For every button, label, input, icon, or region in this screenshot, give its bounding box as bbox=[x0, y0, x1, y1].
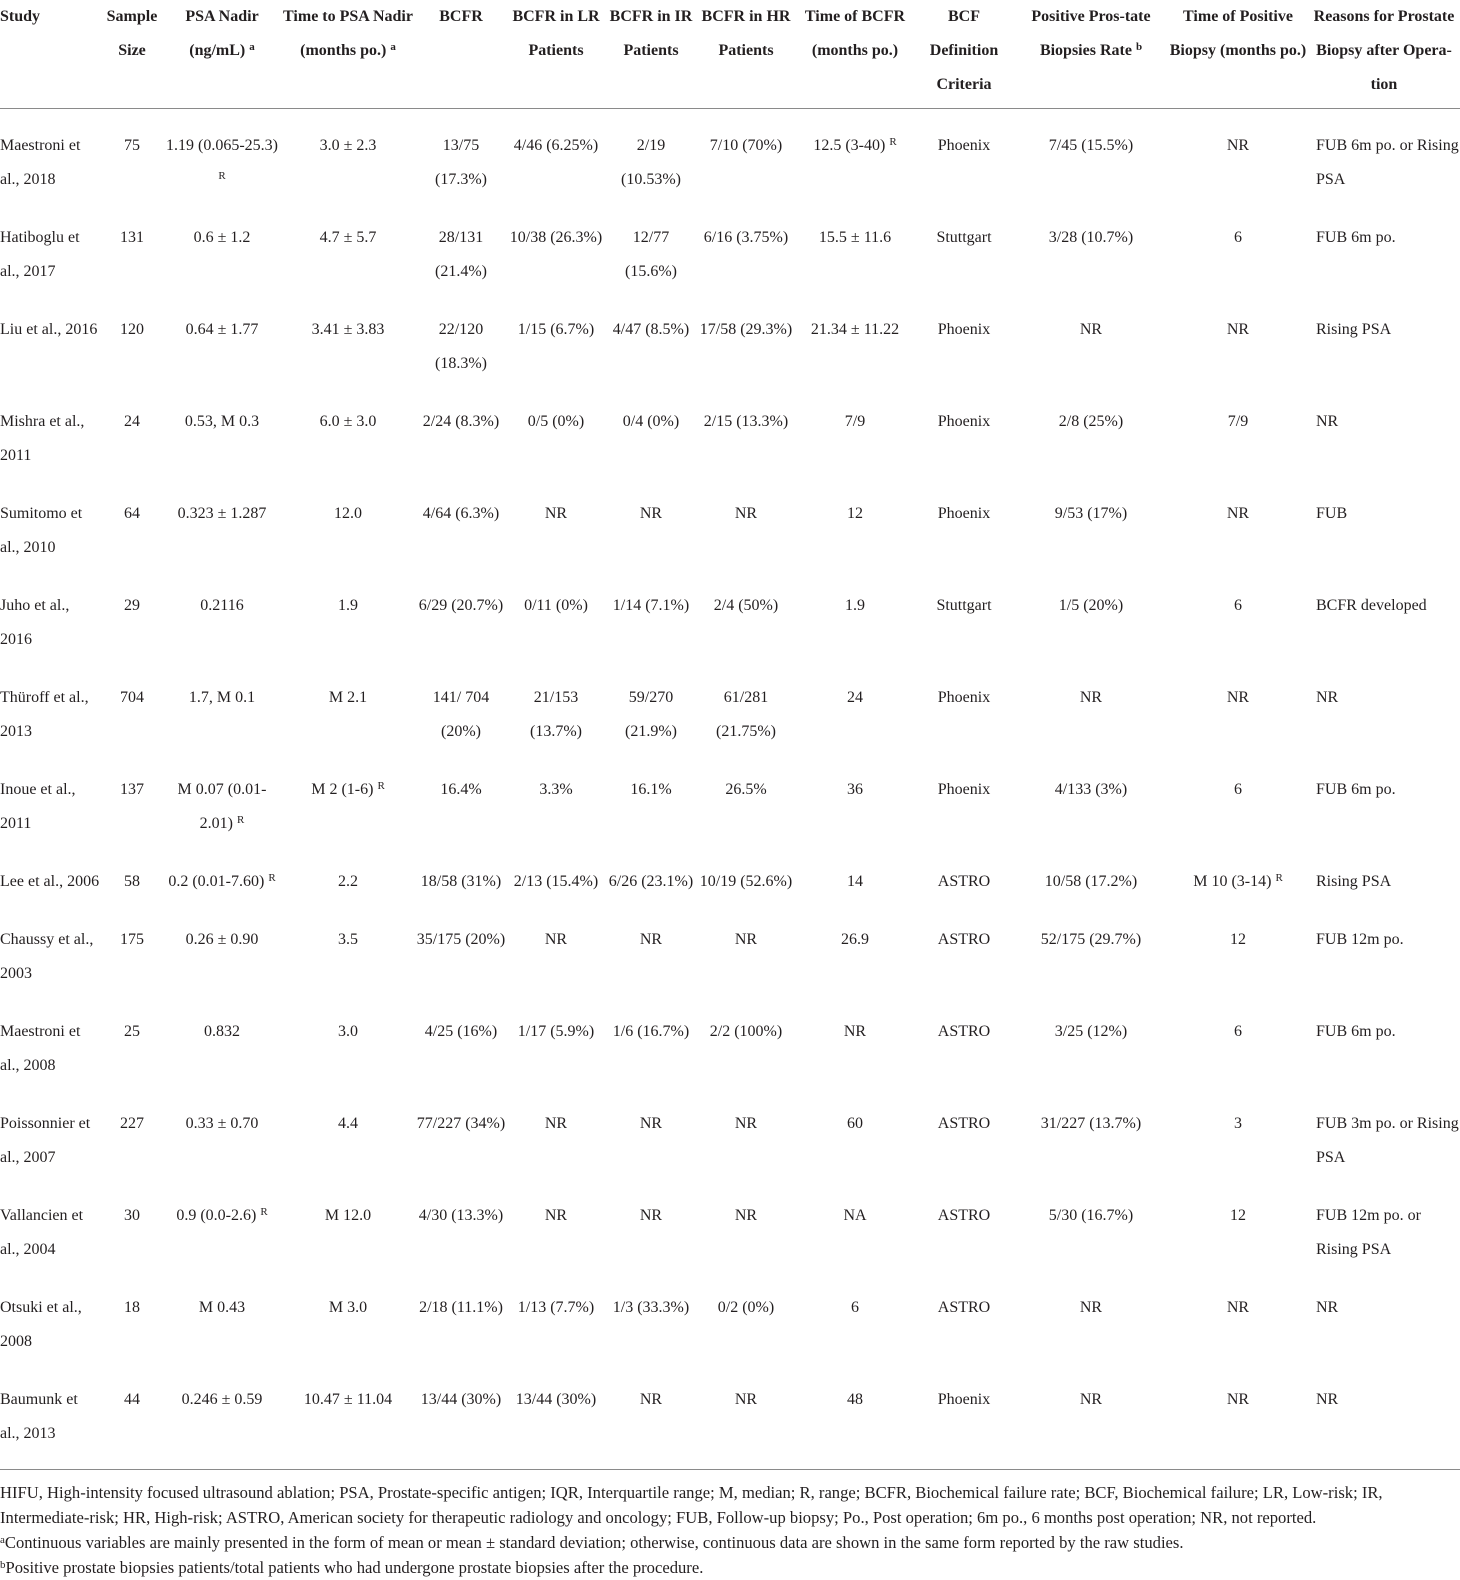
cell-time-to-nadir: 3.0 ± 2.3 bbox=[319, 136, 377, 154]
cell-bcf-definition: Phoenix bbox=[937, 412, 991, 430]
cell-psa-nadir: 0.832 bbox=[204, 1022, 240, 1040]
cell-sample-size: 704 bbox=[120, 688, 144, 706]
cell-time-positive-biopsy: 6 bbox=[1234, 228, 1242, 246]
cell-time-positive-biopsy: 6 bbox=[1234, 596, 1242, 614]
cell-study: Lee et al., 2006 bbox=[0, 872, 100, 890]
cell-bcf-definition: ASTRO bbox=[937, 930, 991, 948]
cell-bcfr-ir: NR bbox=[639, 1114, 663, 1132]
cell-time-of-bcfr: 21.34 ± 11.22 bbox=[810, 320, 900, 338]
cell-bcfr: 77/227 (34%) bbox=[416, 1114, 506, 1132]
header-time-of-bcfr: Time of BCFR (months po.) bbox=[796, 0, 914, 108]
cell-positive-biopsy-rate: 5/30 (16.7%) bbox=[1048, 1206, 1134, 1224]
cell-reason: NR bbox=[1316, 1298, 1339, 1316]
cell-positive-biopsy-rate: 3/28 (10.7%) bbox=[1048, 228, 1134, 246]
cell-time-positive-biopsy: 7/9 bbox=[1227, 412, 1249, 430]
table-row bbox=[0, 1179, 1460, 1271]
cell-bcfr-lr: NR bbox=[544, 504, 568, 522]
header-bcf-definition: BCF Definition Criteria bbox=[914, 0, 1014, 108]
cell-bcfr-hr: NR bbox=[734, 930, 758, 948]
cell-time-of-bcfr: 12 bbox=[847, 504, 863, 522]
cell-bcfr: 13/75 (17.3%) bbox=[435, 136, 487, 188]
range-marker: R bbox=[236, 813, 245, 826]
cell-bcfr-ir: 59/270 (21.9%) bbox=[625, 688, 677, 740]
cell-bcf-definition: Phoenix bbox=[937, 320, 991, 338]
cell-bcfr: 2/18 (11.1%) bbox=[419, 1298, 503, 1316]
cell-time-of-bcfr: 26.9 bbox=[841, 930, 869, 948]
table-row bbox=[0, 661, 1460, 753]
cell-time-positive-biopsy: NR bbox=[1226, 320, 1250, 338]
header-study: Study bbox=[0, 0, 100, 108]
cell-study: Chaussy et al., 2003 bbox=[0, 930, 94, 982]
cell-bcfr: 13/44 (30%) bbox=[416, 1363, 506, 1470]
cell-psa-nadir: 0.246 ± 0.59 bbox=[164, 1363, 280, 1470]
cell-bcfr-lr: 1/17 (5.9%) bbox=[517, 1022, 595, 1040]
cell-time-to-nadir: 1.9 bbox=[338, 596, 358, 614]
cell-time-of-bcfr: 14 bbox=[847, 872, 863, 890]
cell-positive-biopsy-rate: 31/227 (13.7%) bbox=[1040, 1114, 1142, 1132]
cell-bcf-definition: Phoenix bbox=[914, 1363, 1014, 1470]
cell-study: Mishra et al., 2011 bbox=[0, 412, 85, 464]
cell-time-to-nadir: 4.7 ± 5.7 bbox=[319, 228, 377, 246]
cell-time-positive-biopsy: M 10 (3-14) $^R$ bbox=[1193, 871, 1283, 890]
cell-time-to-nadir: M 2.1 bbox=[328, 688, 368, 706]
cell-bcfr-lr: NR bbox=[544, 1114, 568, 1132]
cell-bcf-definition: ASTRO bbox=[937, 1022, 991, 1040]
header-sample-size: Sample Size bbox=[100, 0, 164, 108]
cell-positive-biopsy-rate: NR bbox=[1079, 320, 1103, 338]
cell-sample-size: 30 bbox=[124, 1206, 140, 1224]
cell-bcfr: 28/131 (21.4%) bbox=[435, 228, 487, 280]
cell-time-of-bcfr: 12.5 (3-40) $^R$ bbox=[813, 135, 897, 154]
cell-time-positive-biopsy: 12 bbox=[1230, 1206, 1246, 1224]
cell-bcfr-hr: 61/281 (21.75%) bbox=[716, 688, 776, 740]
cell-bcfr-lr: 1/13 (7.7%) bbox=[517, 1298, 595, 1316]
cell-time-of-bcfr: 1.9 bbox=[845, 596, 865, 614]
cell-bcfr: 4/30 (13.3%) bbox=[418, 1206, 504, 1224]
cell-sample-size: 227 bbox=[120, 1114, 144, 1132]
cell-study: Poissonnier et al., 2007 bbox=[0, 1114, 91, 1166]
cell-bcfr-ir: 6/26 (23.1%) bbox=[608, 872, 694, 890]
cell-sample-size: 58 bbox=[124, 872, 140, 890]
cell-study: Otsuki et al., 2008 bbox=[0, 1298, 82, 1350]
cell-study: Sumitomo et al., 2010 bbox=[0, 504, 83, 556]
table-row bbox=[0, 1271, 1460, 1363]
cell-time-to-nadir: 4.4 bbox=[338, 1114, 358, 1132]
cell-bcf-definition: ASTRO bbox=[937, 1298, 991, 1316]
cell-time-positive-biopsy: NR bbox=[1226, 1298, 1250, 1316]
header-row bbox=[0, 0, 1460, 108]
range-marker: R bbox=[377, 779, 385, 792]
cell-time-positive-biopsy: NR bbox=[1226, 688, 1250, 706]
cell-time-to-nadir: 3.0 bbox=[338, 1022, 358, 1040]
cell-time-to-nadir: 12.0 bbox=[334, 504, 362, 522]
cell-bcfr-hr: NR bbox=[734, 504, 758, 522]
cell-study: Liu et al., 2016 bbox=[0, 320, 98, 338]
cell-psa-nadir: 1.7, M 0.1 bbox=[188, 688, 256, 706]
range-marker: R bbox=[268, 871, 276, 884]
cell-bcfr-lr: 21/153 (13.7%) bbox=[530, 688, 582, 740]
cell-bcfr-lr: NR bbox=[544, 930, 568, 948]
cell-time-of-bcfr: 7/9 bbox=[844, 412, 866, 430]
cell-bcfr-lr: 4/46 (6.25%) bbox=[513, 136, 599, 154]
cell-time-to-nadir: 3.5 bbox=[338, 930, 358, 948]
cell-positive-biopsy-rate: 9/53 (17%) bbox=[1054, 504, 1128, 522]
header-positive-biopsy-rate: Positive Pros-tate Biopsies Rate $^b$ bbox=[1014, 0, 1168, 108]
table-row bbox=[0, 477, 1460, 569]
cell-time-positive-biopsy: 6 bbox=[1234, 780, 1242, 798]
cell-bcfr-hr: 17/58 (29.3%) bbox=[699, 320, 793, 338]
header-bcfr-hr: BCFR in HR Patients bbox=[696, 0, 796, 108]
table-body bbox=[0, 108, 1460, 1469]
cell-bcfr-hr: NR bbox=[696, 1363, 796, 1470]
cell-bcf-definition: Phoenix bbox=[937, 136, 991, 154]
table-row bbox=[0, 1363, 1460, 1470]
footnote-abbreviations: HIFU, High-intensity focused ultrasound ablation; PSA, Prostate-specific antigen; IQR, Interquartile range; M, median; R, range; BCFR, Biochemical failure rate; BCF, Biochemical failure; LR, Low-risk; IR, Intermediate-risk; HR, High-risk; ASTRO, American society for therapeutic radiology and oncology; FUB, Follow-up biopsy; Po., Post operation; 6m po., 6 months post operation; NR, not reported. bbox=[0, 1482, 1383, 1527]
cell-bcf-definition: Stuttgart bbox=[936, 228, 992, 246]
cell-sample-size: 120 bbox=[120, 320, 144, 338]
cell-bcf-definition: Phoenix bbox=[937, 780, 991, 798]
cell-positive-biopsy-rate: 1/5 (20%) bbox=[1058, 596, 1124, 614]
cell-time-to-nadir: M 12.0 bbox=[324, 1206, 372, 1224]
footnote-a-text: Continuous variables are mainly presented in the form of mean or mean ± standard deviation; otherwise, continuous data are shown in the same form reported by the raw studies. bbox=[4, 1532, 1184, 1552]
range-marker: R bbox=[260, 1205, 268, 1218]
cell-reason: FUB 12m po. bbox=[1316, 930, 1404, 948]
cell-bcfr: 35/175 (20%) bbox=[416, 930, 506, 948]
cell-psa-nadir: 0.9 (0.0-2.6) $^R$ bbox=[176, 1205, 268, 1224]
table-row bbox=[0, 293, 1460, 385]
range-marker: R bbox=[1275, 871, 1283, 884]
cell-bcfr: 2/24 (8.3%) bbox=[422, 412, 500, 430]
cell-reason: FUB 6m po. or Rising PSA bbox=[1316, 136, 1459, 188]
cell-positive-biopsy-rate: 7/45 (15.5%) bbox=[1048, 136, 1134, 154]
footnote-a bbox=[0, 1530, 1458, 1555]
cell-positive-biopsy-rate: NR bbox=[1014, 1363, 1168, 1470]
header-bcfr-ir: BCFR in IR Patients bbox=[606, 0, 696, 108]
cell-time-of-bcfr: 15.5 ± 11.6 bbox=[818, 228, 892, 246]
cell-sample-size: 175 bbox=[120, 930, 144, 948]
cell-psa-nadir: 0.26 ± 0.90 bbox=[185, 930, 259, 948]
cell-study: Thüroff et al., 2013 bbox=[0, 688, 89, 740]
cell-time-positive-biopsy: NR bbox=[1168, 1363, 1308, 1470]
cell-time-of-bcfr: 24 bbox=[847, 688, 863, 706]
cell-bcfr: 22/120 (18.3%) bbox=[435, 320, 487, 372]
cell-bcfr-hr: NR bbox=[734, 1114, 758, 1132]
cell-time-positive-biopsy: 12 bbox=[1230, 930, 1246, 948]
table-row bbox=[0, 753, 1460, 845]
header-time-positive-biopsy: Time of Positive Biopsy (months po.) bbox=[1168, 0, 1308, 108]
cell-sample-size: 29 bbox=[124, 596, 140, 614]
cell-bcf-definition: Stuttgart bbox=[936, 596, 992, 614]
cell-study: Hatiboglu et al., 2017 bbox=[0, 228, 80, 280]
cell-reason: Rising PSA bbox=[1316, 320, 1392, 338]
cell-positive-biopsy-rate: NR bbox=[1079, 1298, 1103, 1316]
cell-study: Baumunk et al., 2013 bbox=[0, 1363, 100, 1470]
cell-sample-size: 75 bbox=[124, 136, 140, 154]
table-row bbox=[0, 569, 1460, 661]
cell-psa-nadir: M 0.07 (0.01-2.01) $^R$ bbox=[177, 780, 267, 832]
header-psa-nadir: PSA Nadir (ng/mL) $^a$ bbox=[164, 0, 280, 108]
cell-positive-biopsy-rate: 4/133 (3%) bbox=[1054, 780, 1128, 798]
cell-positive-biopsy-rate: 2/8 (25%) bbox=[1058, 412, 1124, 430]
cell-time-positive-biopsy: 3 bbox=[1234, 1114, 1242, 1132]
cell-time-positive-biopsy: NR bbox=[1226, 504, 1250, 522]
header-reasons: Reasons for Prostate Biopsy after Opera-tion bbox=[1308, 0, 1460, 108]
cell-reason: NR bbox=[1316, 688, 1339, 706]
cell-time-to-nadir: 6.0 ± 3.0 bbox=[319, 412, 377, 430]
footnote-b bbox=[0, 1555, 1458, 1580]
cell-psa-nadir: 0.323 ± 1.287 bbox=[177, 504, 267, 522]
cell-bcfr: 4/64 (6.3%) bbox=[422, 504, 500, 522]
cell-study: Maestroni et al., 2008 bbox=[0, 1022, 81, 1074]
table-row bbox=[0, 995, 1460, 1087]
cell-bcfr-ir: NR bbox=[639, 504, 663, 522]
cell-reason: BCFR developed bbox=[1316, 596, 1427, 614]
cell-reason: FUB 12m po. or Rising PSA bbox=[1316, 1206, 1421, 1258]
cell-bcf-definition: ASTRO bbox=[937, 1206, 991, 1224]
cell-reason: FUB 3m po. or Rising PSA bbox=[1316, 1114, 1459, 1166]
cell-psa-nadir: 0.33 ± 0.70 bbox=[185, 1114, 259, 1132]
cell-psa-nadir: 0.6 ± 1.2 bbox=[193, 228, 251, 246]
cell-time-to-nadir: M 3.0 bbox=[328, 1298, 368, 1316]
cell-psa-nadir: 1.19 (0.065-25.3) $^R$ bbox=[166, 136, 278, 182]
cell-bcfr-ir: 4/47 (8.5%) bbox=[612, 320, 690, 338]
cell-bcfr-ir: NR bbox=[606, 1363, 696, 1470]
cell-bcfr-lr: 3.3% bbox=[539, 780, 573, 798]
cell-study: Vallancien et al., 2004 bbox=[0, 1206, 84, 1258]
cell-time-to-nadir: M 2 (1-6) $^R$ bbox=[311, 779, 385, 798]
table-row bbox=[0, 385, 1460, 477]
cell-psa-nadir: 0.64 ± 1.77 bbox=[185, 320, 259, 338]
cell-bcfr-ir: 16.1% bbox=[630, 780, 672, 798]
footnote-b-text: Positive prostate biopsies patients/total patients who had undergone prostate biopsies after the procedure. bbox=[5, 1557, 704, 1577]
table-row bbox=[0, 903, 1460, 995]
cell-reason: FUB 6m po. bbox=[1316, 1022, 1396, 1040]
cell-time-of-bcfr: NA bbox=[843, 1206, 867, 1224]
cell-bcf-definition: ASTRO bbox=[937, 1114, 991, 1132]
cell-bcfr-lr: 0/11 (0%) bbox=[524, 596, 588, 614]
cell-time-to-nadir: 2.2 bbox=[338, 872, 358, 890]
cell-bcfr-lr: 2/13 (15.4%) bbox=[513, 872, 599, 890]
cell-sample-size: 64 bbox=[124, 504, 140, 522]
footnote-b-mark: b bbox=[0, 1558, 6, 1571]
cell-time-to-nadir: 3.41 ± 3.83 bbox=[311, 320, 385, 338]
cell-bcfr-hr: 2/4 (50%) bbox=[713, 596, 779, 614]
cell-positive-biopsy-rate: 52/175 (29.7%) bbox=[1040, 930, 1142, 948]
table-row bbox=[0, 1087, 1460, 1179]
cell-time-positive-biopsy: NR bbox=[1226, 136, 1250, 154]
cell-time-positive-biopsy: 6 bbox=[1234, 1022, 1242, 1040]
cell-bcf-definition: Phoenix bbox=[937, 688, 991, 706]
cell-positive-biopsy-rate: 10/58 (17.2%) bbox=[1044, 872, 1138, 890]
table-row bbox=[0, 845, 1460, 903]
cell-bcfr-lr: 10/38 (26.3%) bbox=[509, 228, 603, 246]
cell-study: Maestroni et al., 2018 bbox=[0, 136, 81, 188]
cell-bcfr-ir: 0/4 (0%) bbox=[622, 412, 680, 430]
cell-bcfr: 18/58 (31%) bbox=[420, 872, 502, 890]
cell-reason: NR bbox=[1316, 412, 1339, 430]
cell-psa-nadir: 0.53, M 0.3 bbox=[184, 412, 260, 430]
cell-bcfr-ir: 2/19 (10.53%) bbox=[621, 136, 681, 188]
cell-bcfr-ir: 1/6 (16.7%) bbox=[612, 1022, 690, 1040]
cell-bcfr-hr: 0/2 (0%) bbox=[717, 1298, 775, 1316]
cell-time-of-bcfr: 36 bbox=[847, 780, 863, 798]
cell-sample-size: 18 bbox=[124, 1298, 140, 1316]
cell-reason: FUB bbox=[1316, 504, 1348, 522]
cell-reason: NR bbox=[1308, 1363, 1460, 1470]
range-marker: R bbox=[889, 135, 897, 148]
cell-time-of-bcfr: NR bbox=[843, 1022, 867, 1040]
cell-bcfr-ir: NR bbox=[639, 1206, 663, 1224]
cell-bcfr-hr: 2/2 (100%) bbox=[709, 1022, 783, 1040]
cell-bcfr: 141/ 704 (20%) bbox=[432, 688, 490, 740]
cell-time-of-bcfr: 48 bbox=[796, 1363, 914, 1470]
cell-sample-size: 24 bbox=[124, 412, 140, 430]
cell-positive-biopsy-rate: 3/25 (12%) bbox=[1054, 1022, 1128, 1040]
cell-bcfr-ir: 1/3 (33.3%) bbox=[612, 1298, 690, 1316]
cell-psa-nadir: M 0.43 bbox=[198, 1298, 246, 1316]
table-footnotes bbox=[0, 1480, 1460, 1580]
cell-bcfr: 6/29 (20.7%) bbox=[418, 596, 504, 614]
cell-bcfr-hr: 10/19 (52.6%) bbox=[699, 872, 793, 890]
cell-time-to-nadir: 10.47 ± 11.04 bbox=[280, 1363, 416, 1470]
cell-bcfr-ir: 12/77 (15.6%) bbox=[625, 228, 677, 280]
cell-positive-biopsy-rate: NR bbox=[1079, 688, 1103, 706]
cell-study: Juho et al., 2016 bbox=[0, 596, 70, 648]
cell-psa-nadir: 0.2 (0.01-7.60) $^R$ bbox=[168, 871, 276, 890]
cell-bcfr-hr: 26.5% bbox=[725, 780, 767, 798]
cell-bcfr-hr: 7/10 (70%) bbox=[709, 136, 783, 154]
cell-bcfr: 4/25 (16%) bbox=[424, 1022, 498, 1040]
header-time-to-psa-nadir: Time to PSA Nadir (months po.) $^a$ bbox=[280, 0, 416, 108]
footnote-a-mark: a bbox=[0, 1533, 5, 1546]
cell-bcfr-lr: 1/15 (6.7%) bbox=[517, 320, 595, 338]
range-marker: R bbox=[218, 169, 226, 182]
cell-bcfr-lr: 13/44 (30%) bbox=[506, 1363, 606, 1470]
cell-bcfr-lr: 0/5 (0%) bbox=[527, 412, 585, 430]
table-row bbox=[0, 201, 1460, 293]
header-bcfr: BCFR bbox=[416, 0, 506, 108]
cell-bcfr-hr: NR bbox=[734, 1206, 758, 1224]
cell-sample-size: 131 bbox=[120, 228, 144, 246]
cell-reason: FUB 6m po. bbox=[1316, 780, 1396, 798]
cell-bcfr-hr: 2/15 (13.3%) bbox=[703, 412, 789, 430]
cell-time-of-bcfr: 6 bbox=[851, 1298, 859, 1316]
cell-bcfr: 16.4% bbox=[440, 780, 482, 798]
cell-bcfr-lr: NR bbox=[544, 1206, 568, 1224]
cell-bcf-definition: Phoenix bbox=[937, 504, 991, 522]
cell-bcfr-ir: NR bbox=[639, 930, 663, 948]
cell-sample-size: 137 bbox=[120, 780, 144, 798]
cell-time-of-bcfr: 60 bbox=[847, 1114, 863, 1132]
header-bcfr-lr: BCFR in LR Patients bbox=[506, 0, 606, 108]
cell-bcfr-ir: 1/14 (7.1%) bbox=[612, 596, 690, 614]
cell-sample-size: 44 bbox=[100, 1363, 164, 1470]
cell-reason: Rising PSA bbox=[1316, 872, 1392, 890]
cell-bcf-definition: ASTRO bbox=[937, 872, 991, 890]
cell-sample-size: 25 bbox=[124, 1022, 140, 1040]
cell-reason: FUB 6m po. bbox=[1316, 228, 1396, 246]
cell-psa-nadir: 0.2116 bbox=[200, 596, 244, 614]
table-row bbox=[0, 108, 1460, 201]
cell-bcfr-hr: 6/16 (3.75%) bbox=[703, 228, 789, 246]
cell-study: Inoue et al., 2011 bbox=[0, 780, 76, 832]
